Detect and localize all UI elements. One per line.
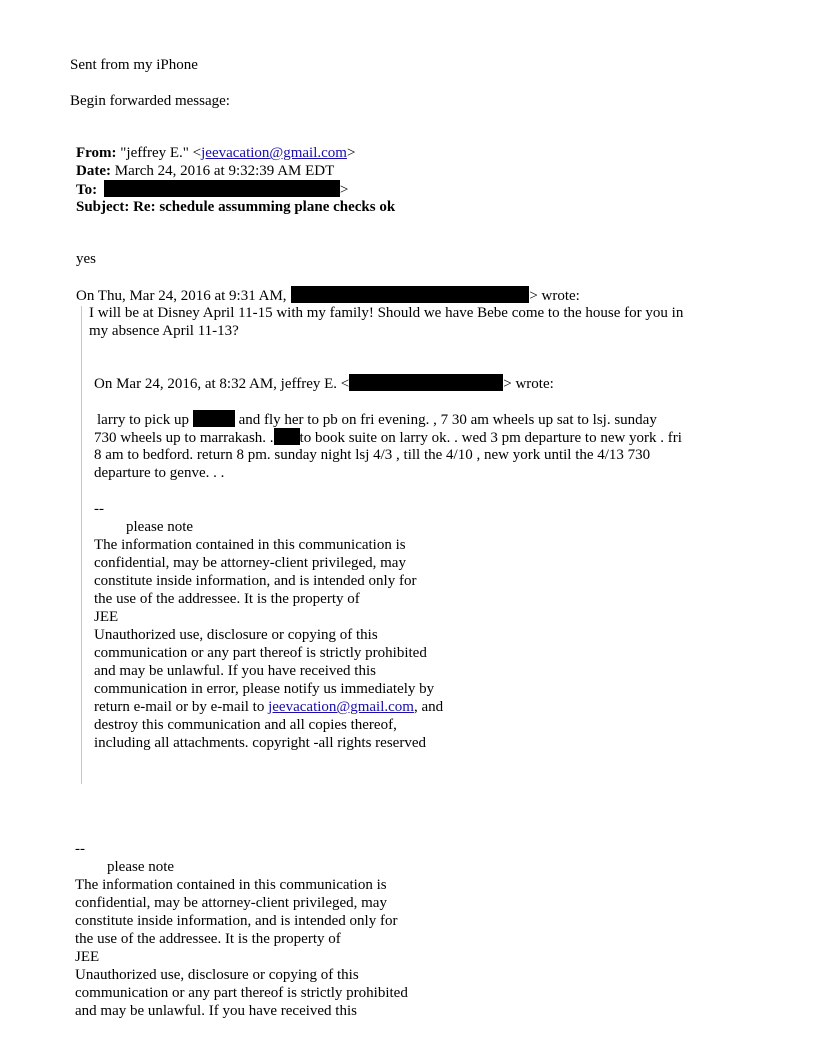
redaction-block — [274, 428, 300, 445]
disclaimer-line: constitute inside information, and is intended only for — [94, 573, 417, 589]
disclaimer-line: Unauthorized use, disclosure or copying of this — [94, 627, 378, 643]
from-label: From: — [76, 145, 117, 161]
disclaimer-line: JEE — [94, 609, 119, 625]
from-close: > — [346, 145, 356, 161]
quote1-line1: I will be at Disney April 11-15 with my family! Should we have Bebe come to the house for you in — [89, 305, 684, 321]
quote2-line1-end: and fly her to pb on fri evening. , 7 30 am wheels up sat to lsj. sunday — [234, 412, 657, 428]
quote1-line2: my absence April 11-13? — [89, 323, 239, 339]
from-name: "jeffrey E." < — [116, 145, 202, 161]
reply-text: yes — [76, 251, 96, 267]
disclaimer-line: communication in error, please notify us immediately by — [94, 681, 435, 697]
sent-from-line: Sent from my iPhone — [70, 57, 198, 73]
to-label: To: — [76, 182, 98, 198]
quote2-line1 — [97, 410, 657, 429]
disclaimer-line: communication or any part thereof is strictly prohibited — [75, 985, 408, 1001]
disclaimer-line: and may be unlawful. If you have received this — [94, 663, 376, 679]
outer-signature-note: please note — [107, 859, 175, 875]
disclaimer-line: constitute inside information, and is intended only for — [75, 913, 398, 929]
disclaimer-line: The information contained in this communication is — [94, 537, 406, 553]
quote2-line2 — [94, 428, 682, 447]
to-close: > — [339, 182, 349, 198]
redaction-block — [349, 374, 503, 391]
quote2-line2-start: 730 wheels up to marrakash. . — [94, 430, 274, 446]
header-to — [76, 180, 348, 199]
quote1-attribution — [76, 286, 580, 305]
disclaimer-line: Unauthorized use, disclosure or copying of this — [75, 967, 359, 983]
header-from — [76, 144, 355, 162]
quote2-line3: 8 am to bedford. return 8 pm. sunday night lsj 4/3 , till the 4/10 , new york until the 4/13 730 — [94, 447, 651, 463]
disclaimer-line: communication or any part thereof is strictly prohibited — [94, 645, 427, 661]
quote1-attribution-end: > wrote: — [529, 288, 580, 304]
begin-forwarded-line: Begin forwarded message: — [70, 93, 230, 109]
disclaimer-line: confidential, may be attorney-client privileged, may — [94, 555, 406, 571]
redaction-block — [104, 180, 340, 197]
from-email-link[interactable]: jeevacation@gmail.com — [201, 145, 347, 161]
header-subject — [76, 198, 395, 216]
inner-signature-body — [94, 536, 443, 752]
disclaimer-line: including all attachments. copyright -all rights reserved — [94, 735, 426, 751]
disclaimer-line: the use of the addressee. It is the property of — [94, 591, 360, 607]
disclaimer-line: the use of the addressee. It is the property of — [75, 931, 341, 947]
subject-value: Re: schedule assumming plane checks ok — [129, 199, 396, 215]
disclaimer-email-link[interactable]: jeevacation@gmail.com — [268, 699, 414, 715]
header-date — [76, 162, 334, 180]
redaction-block — [193, 410, 235, 427]
disclaimer-line: and may be unlawful. If you have received this — [75, 1003, 357, 1019]
disclaimer-email-line — [94, 698, 443, 716]
disclaimer-email-suffix: , and — [413, 699, 444, 715]
disclaimer-line: confidential, may be attorney-client privileged, may — [75, 895, 387, 911]
quote2-line2-end: to book suite on larry ok. . wed 3 pm departure to new york . fri — [299, 430, 682, 446]
quote2-line4: departure to genve. . . — [94, 465, 225, 481]
quote2-attribution-start: On Mar 24, 2016, at 8:32 AM, jeffrey E. < — [94, 376, 350, 392]
disclaimer-email-prefix: return e-mail or by e-mail to — [94, 699, 269, 715]
quote2-line1-start: larry to pick up — [97, 412, 190, 428]
disclaimer-line: destroy this communication and all copies thereof, — [94, 717, 397, 733]
inner-signature-dashes: -- — [94, 501, 104, 517]
quote1-attribution-start: On Thu, Mar 24, 2016 at 9:31 AM, — [76, 288, 287, 304]
disclaimer-line: JEE — [75, 949, 100, 965]
date-label: Date: — [76, 163, 111, 179]
redaction-block — [291, 286, 529, 303]
quote2-attribution-end: > wrote: — [503, 376, 554, 392]
subject-label: Subject: — [76, 199, 130, 215]
quote-bar — [81, 306, 82, 784]
date-value: March 24, 2016 at 9:32:39 AM EDT — [110, 163, 335, 179]
outer-signature-body — [75, 876, 408, 1020]
inner-signature-note: please note — [126, 519, 194, 535]
quote2-attribution — [94, 374, 554, 393]
disclaimer-line: The information contained in this communication is — [75, 877, 387, 893]
outer-signature-dashes: -- — [75, 841, 85, 857]
